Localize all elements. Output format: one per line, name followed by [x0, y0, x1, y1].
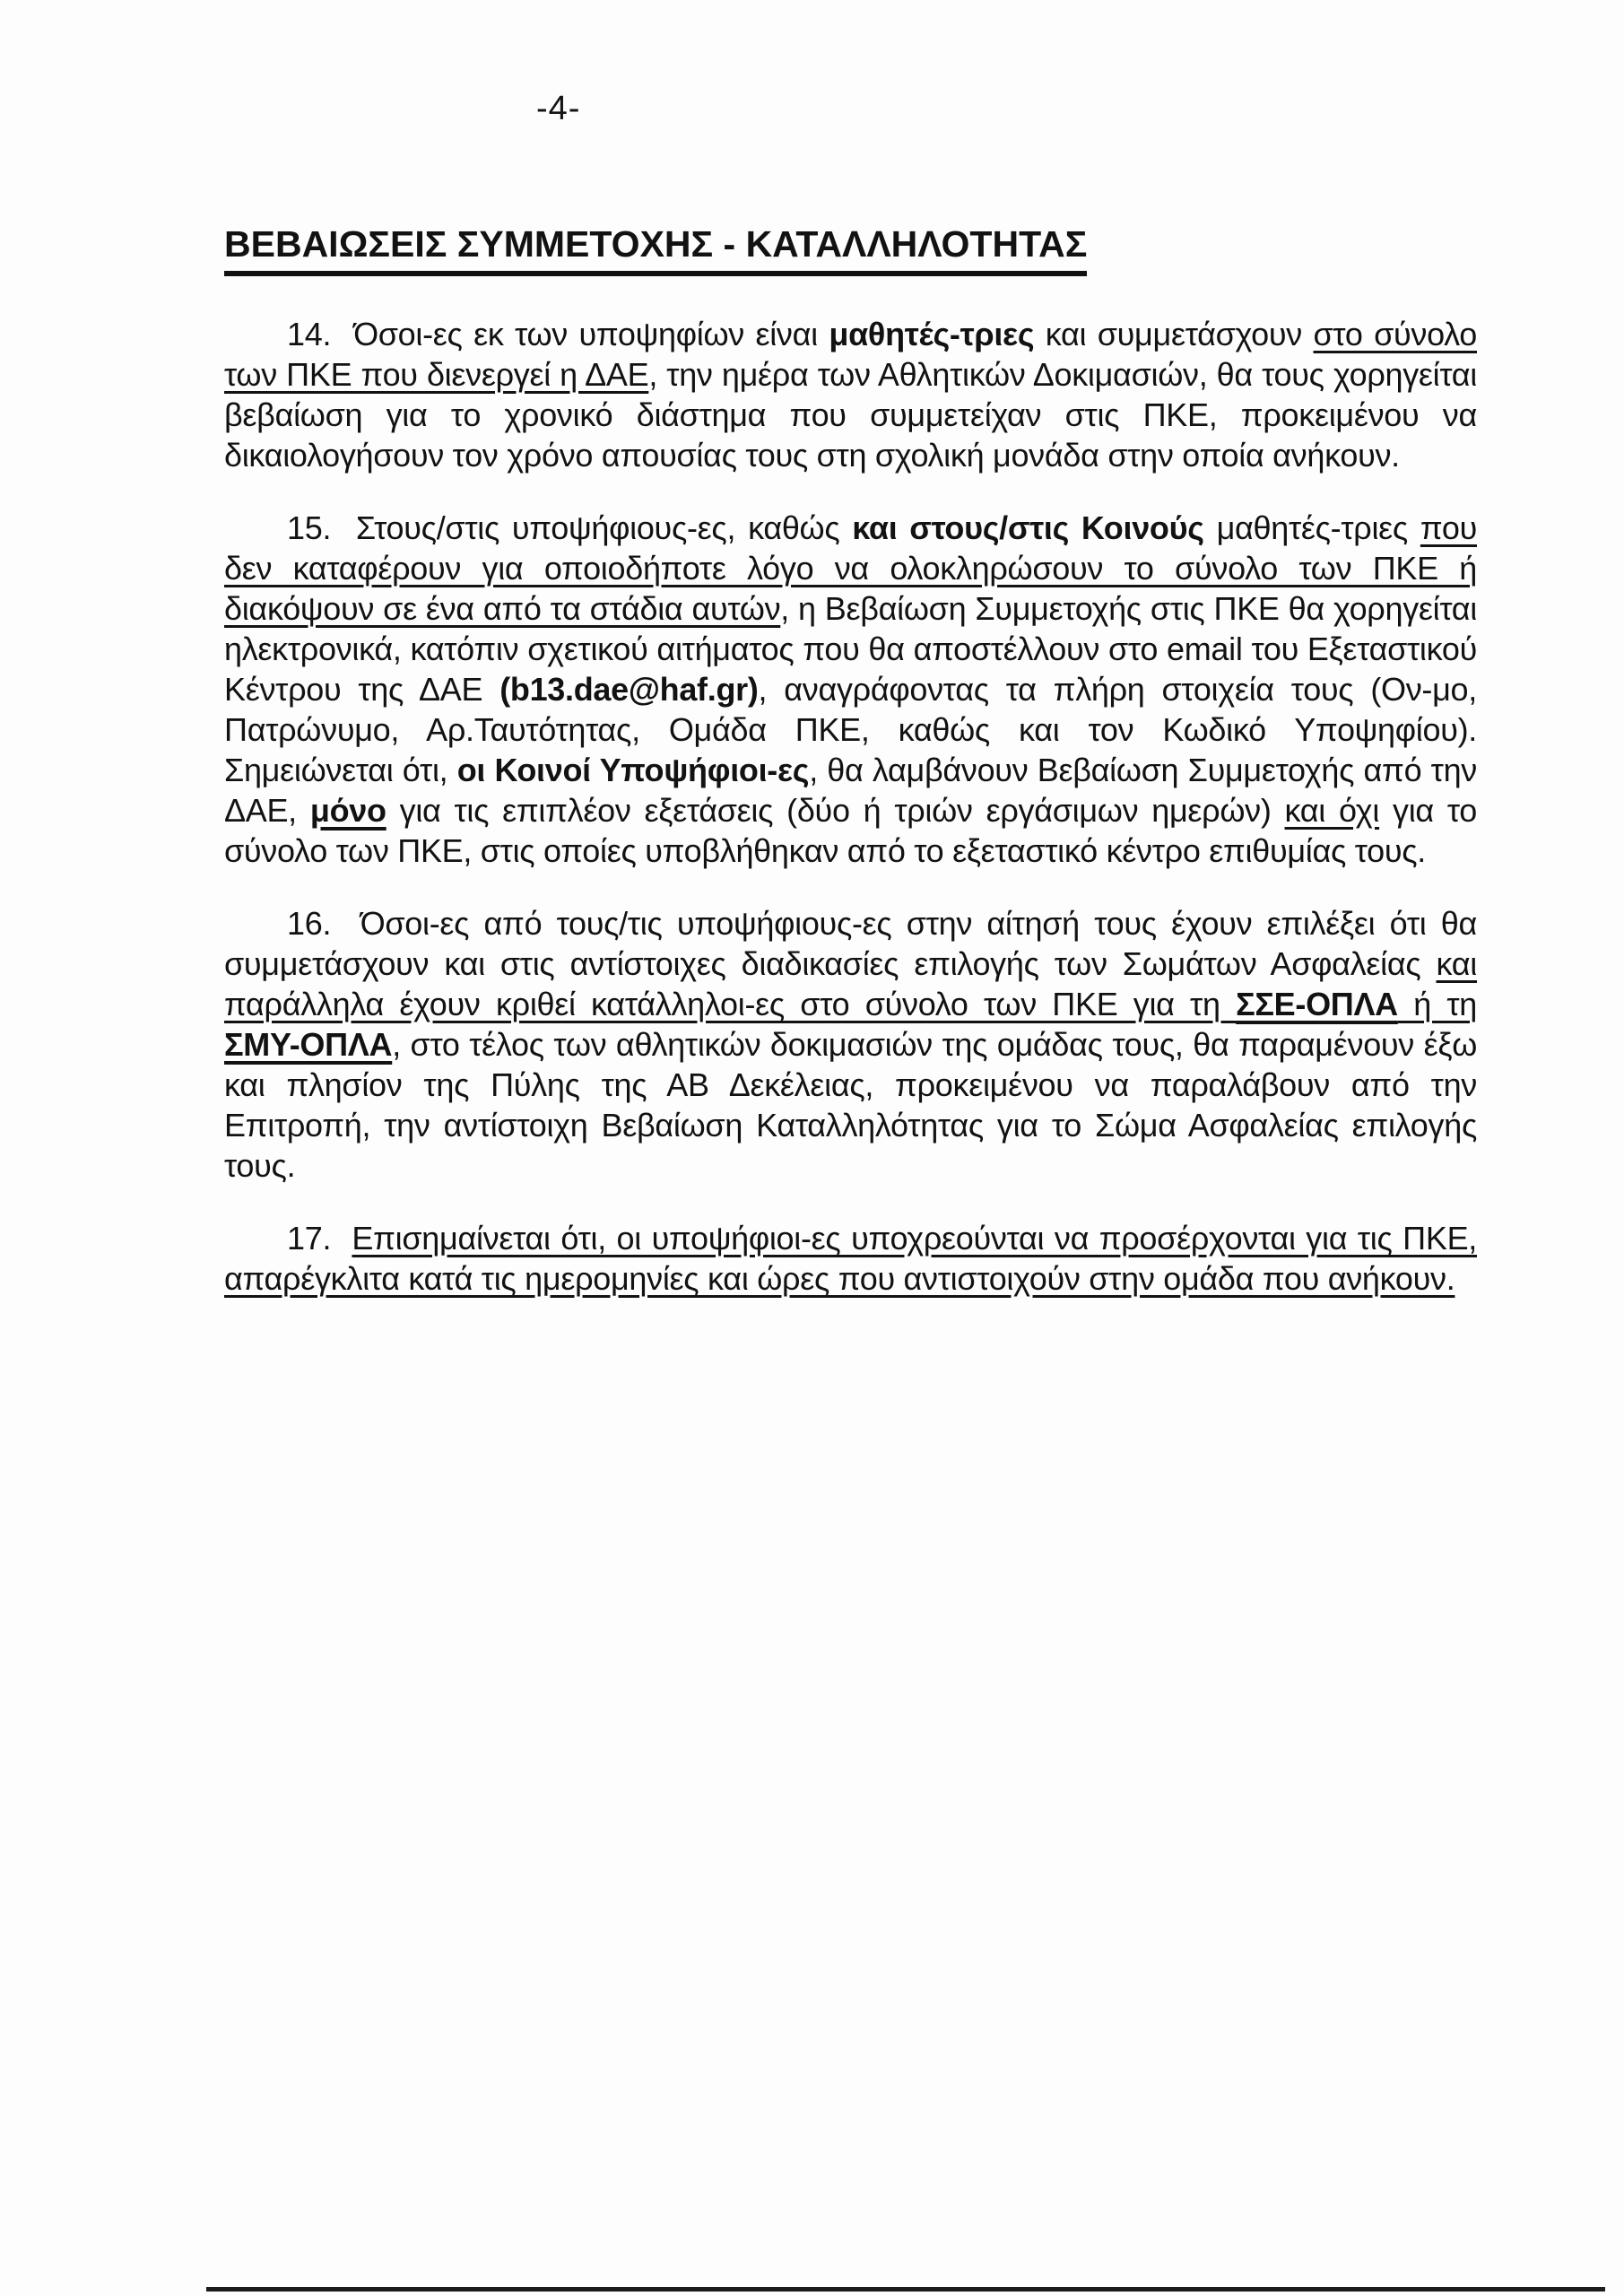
text-run: μαθητές-τριες — [829, 316, 1035, 353]
text-run: στο σύνολο των ΠΚΕ που διενεργεί η ΔΑΕ — [224, 316, 1477, 394]
paragraph-number: 17. — [287, 1220, 352, 1257]
paragraph-14 — [224, 314, 1477, 475]
paragraph-number: 14. — [287, 316, 354, 353]
text-run: μαθητές-τριες — [1203, 509, 1420, 547]
text-run: ή τη — [1397, 986, 1477, 1023]
text-run: , την ημέρα των Αθλητικών Δοκιμασιών, θα τους χορηγείται βεβαίωση για το χρονικό διάστημα που συμμετείχαν στις ΠΚΕ, προκειμένου να δικαιολογήσουν τον χρόνο απουσίας τους στη σχολική μονάδα στην οποία ανήκουν. — [224, 356, 1477, 474]
text-run: Στους/στις υποψήφιους-ες, καθώς — [355, 509, 853, 547]
text-run: για τις επιπλέον εξετάσεις (δύο ή τριών εργάσιμων ημερών) — [386, 792, 1285, 830]
text-run: , η Βεβαίωση Συμμετοχής στις ΠΚΕ θα χορηγείται ηλεκτρονικά, κατόπιν σχετικού αιτήματος που θα αποστέλλουν στο email του Εξεταστικού Κέντρου της ΔΑΕ — [224, 590, 1477, 709]
section-heading — [224, 224, 1477, 276]
text-run: Όσοι-ες εκ των υποψηφίων είναι — [353, 316, 829, 353]
paragraph-number: 16. — [287, 905, 360, 943]
text-run: , αναγράφοντας τα πλήρη στοιχεία τους (Ον-μο, Πατρώνυμο, Αρ.Ταυτότητας, Ομάδα ΠΚΕ, καθώς και τον Κωδικό Υποψηφίου). Σημειώνεται ότι, — [224, 671, 1477, 789]
text-run: μόνο — [309, 792, 386, 830]
text-run: και στους/στις Κοινούς — [852, 509, 1204, 547]
paragraph-16 — [224, 903, 1477, 1186]
text-run: Επισημαίνεται ότι, οι υποψήφιοι-ες υποχρεούνται να προσέρχονται για τις ΠΚΕ, απαρέγκλιτα κατά τις ημερομηνίες και ώρες που αντιστοιχούν στην ομάδα που ανήκουν. — [224, 1220, 1477, 1298]
text-run: που δεν καταφέρουν για οποιοδήποτε λόγο να ολοκληρώσουν το σύνολο των ΠΚΕ ή διακόψουν σε ένα από τα στάδια αυτών — [224, 509, 1477, 628]
scan-artifact-line — [206, 2287, 1605, 2292]
document-body — [224, 224, 1477, 1331]
text-run: και συμμετάσχουν — [1034, 316, 1314, 353]
text-run: , στο τέλος των αθλητικών δοκιμασιών της ομάδας τους, θα παραμένουν έξω και πλησίον της Πύλης της ΑΒ Δεκέλειας, προκειμένου να παραλάβουν από την Επιτροπή, την αντίστοιχη Βεβαίωση Καταλληλότητας για το Σώμα Ασφαλείας επιλογής τους. — [224, 1026, 1477, 1185]
text-run: , θα λαμβάνουν Βεβαίωση Συμμετοχής από την ΔΑΕ, — [224, 752, 1477, 830]
text-run: ΣΣΕ-ΟΠΛΑ — [1236, 986, 1398, 1023]
paragraph-17 — [224, 1218, 1477, 1299]
text-run: Όσοι-ες από τους/τις υποψήφιους-ες στην αίτησή τους έχουν επιλέξει ότι θα συμμετάσχουν και στις αντίστοιχες διαδικασίες επιλογής των Σωμάτων Ασφαλείας — [224, 905, 1477, 983]
text-run: και παράλληλα έχουν κριθεί κατάλληλοι-ες στο σύνολο των ΠΚΕ για τη — [224, 945, 1477, 1023]
text-run: (b13.dae@haf.gr) — [499, 671, 759, 709]
text-run: και όχι — [1284, 792, 1380, 830]
paragraph-15 — [224, 508, 1477, 871]
text-run: οι Κοινοί Υποψήφιοι-ες — [456, 752, 810, 789]
text-run: ΣΜΥ-ΟΠΛΑ — [224, 1026, 393, 1064]
paragraph-list — [224, 314, 1477, 1299]
text-run: για το σύνολο των ΠΚΕ, στις οποίες υποβλήθηκαν από το εξεταστικό κέντρο επιθυμίας τους. — [224, 792, 1478, 870]
page-number: -4- — [536, 90, 581, 127]
section-heading-text: ΒΕΒΑΙΩΣΕΙΣ ΣΥΜΜΕΤΟΧΗΣ - ΚΑΤΑΛΛΗΛΟΤΗΤΑΣ — [224, 224, 1087, 276]
paragraph-number: 15. — [287, 509, 356, 547]
